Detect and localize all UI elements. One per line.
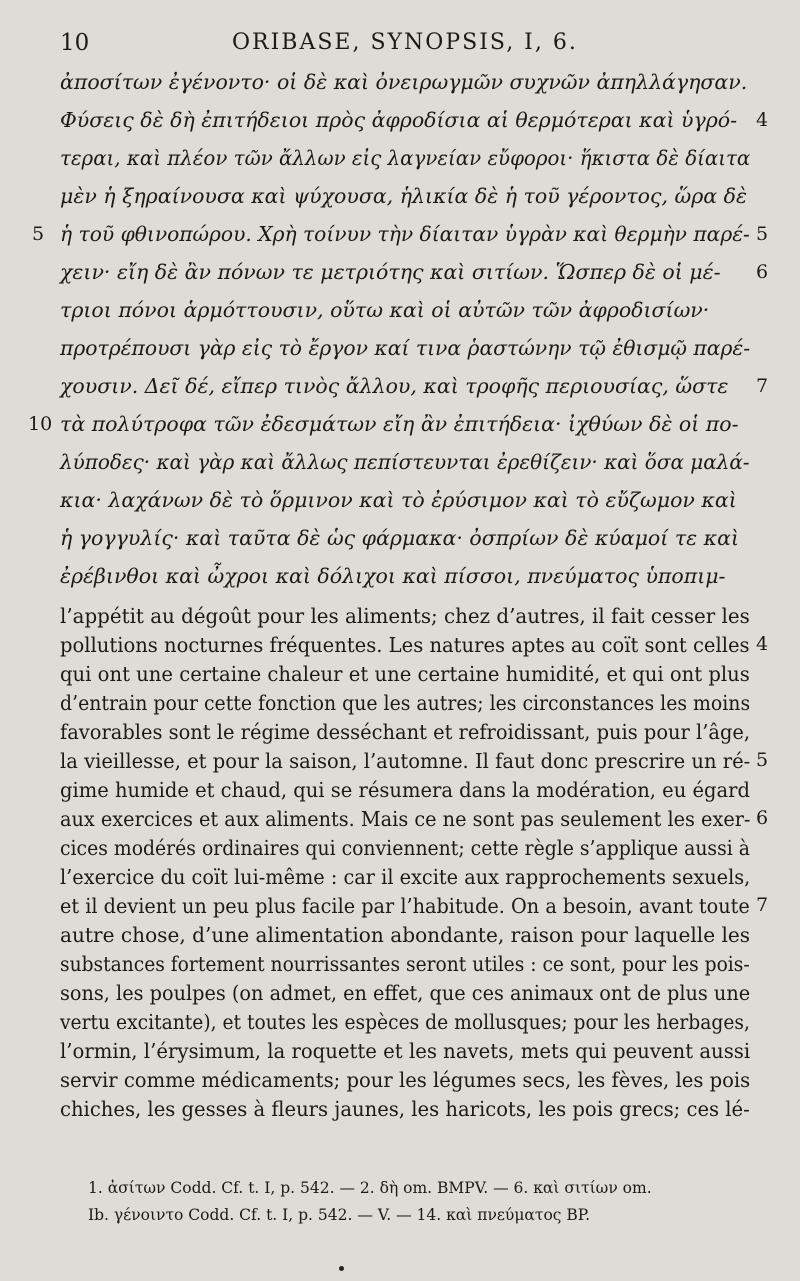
footnote-line: Ib. γένοιντο Codd. Cf. t. I, p. 542. — V. — 14. καὶ πνεύματος BP. (88, 1206, 590, 1224)
greek-line: χουσιν. Δεῖ δέ, εἴπερ τινὸς ἄλλου, καὶ τροφῆς περιουσίας, ὥστε (60, 374, 729, 398)
french-line: servir comme médicaments; pour les légumes secs, les fèves, les pois (60, 1068, 751, 1092)
paragraph-number-right: 4 (756, 633, 769, 655)
french-line: la vieillesse, et pour la saison, l’automne. Il faut donc prescrire un ré- (60, 749, 751, 773)
french-line: substances fortement nourrissantes seront utiles : ce sont, pour les pois- (60, 952, 750, 976)
paragraph-number-right: 6 (756, 261, 769, 283)
footnote-line: 1. ἀσίτων Codd. Cf. t. I, p. 542. — 2. δὴ om. BMPV. — 6. καὶ σιτίων om. (88, 1179, 652, 1197)
french-line: l’appétit au dégoût pour les aliments; chez d’autres, il fait cesser les (60, 604, 750, 628)
greek-line: προτρέπουσι γὰρ εἰς τὸ ἔργον καί τινα ῥαστώνην τῷ ἐθισμῷ παρέ- (60, 336, 751, 360)
french-line: qui ont une certaine chaleur et une certaine humidité, et qui ont plus (60, 662, 750, 686)
line-number-left: 5 (32, 223, 45, 245)
french-line: vertu excitante), et toutes les espèces de mollusques; pour les herbages, (60, 1010, 750, 1034)
greek-line: Φύσεις δὲ δὴ ἐπιτήδειοι πρὸς ἀφροδίσια αἱ θερμότεραι καὶ ὑγρό- (60, 108, 738, 132)
french-line: d’entrain pour cette fonction que les autres; les circonstances les moins (60, 691, 751, 715)
french-line: gime humide et chaud, qui se résumera dans la modération, eu égard (60, 778, 750, 802)
french-line: chiches, les gesses à fleurs jaunes, les haricots, les pois grecs; ces lé- (60, 1097, 750, 1121)
page-header (0, 30, 800, 60)
french-line: autre chose, d’une alimentation abondante, raison pour laquelle les (60, 923, 751, 947)
page-number: 10 (60, 30, 90, 56)
line-number-left: 10 (28, 413, 53, 435)
french-line: sons, les poulpes (on admet, en effet, que ces animaux ont de plus une (60, 981, 751, 1005)
greek-line: μὲν ἡ ξηραίνουσα καὶ ψύχουσα, ἡλικία δὲ ἡ τοῦ γέροντος, ὥρα δὲ (60, 184, 747, 208)
french-line: favorables sont le régime desséchant et refroidissant, puis pour l’âge, (60, 720, 751, 744)
paragraph-number-right: 7 (756, 894, 769, 916)
paragraph-number-right: 6 (756, 807, 769, 829)
paragraph-number-right: 5 (756, 223, 769, 245)
greek-line: ἡ τοῦ φθινοπώρου. Χρὴ τοίνυν τὴν δίαιταν ὑγρὰν καὶ θερμὴν παρέ- (60, 222, 750, 246)
greek-line: χειν· εἴη δὲ ἂν πόνων τε μετριότης καὶ σιτίων. Ὥσπερ δὲ οἱ μέ- (60, 260, 721, 284)
french-line: cices modérés ordinaires qui conviennent; cette règle s’applique aussi à (60, 836, 750, 860)
french-line: aux exercices et aux aliments. Mais ce ne sont pas seulement les exer- (60, 807, 751, 831)
greek-line: ἐρέβινθοι καὶ ὦχροι καὶ δόλιχοι καὶ πίσσοι, πνεύματος ὑποπιμ- (60, 564, 726, 588)
greek-line: κια· λαχάνων δὲ τὸ ὅρμινον καὶ τὸ ἐρύσιμον καὶ τὸ εὔζωμον καὶ (60, 488, 737, 512)
french-line: et il devient un peu plus facile par l’habitude. On a besoin, avant toute (60, 894, 750, 918)
greek-line: λύποδες· καὶ γὰρ καὶ ἄλλως πεπίστευνται ἐρεθίζειν· καὶ ὅσα μαλά- (60, 450, 750, 474)
greek-line: τὰ πολύτροφα τῶν ἐδεσμάτων εἴη ἂν ἐπιτήδεια· ἰχθύων δὲ οἱ πο- (60, 412, 739, 436)
running-title: ORIBASE, SYNOPSIS, I, 6. (232, 30, 578, 55)
greek-line: τεραι, καὶ πλέον τῶν ἄλλων εἰς λαγνείαν εὔφοροι· ἥκιστα δὲ δίαιτα (60, 146, 751, 170)
greek-line: ἀποσίτων ἐγένοντο· οἱ δὲ καὶ ὀνειρωγμῶν συχνῶν ἀπηλλάγησαν. (60, 70, 748, 94)
paragraph-number-right: 5 (756, 749, 769, 771)
french-line: l’exercice du coït lui-même : car il excite aux rapprochements sexuels, (60, 865, 751, 889)
paragraph-number-right: 4 (756, 109, 769, 131)
ornament-dot (339, 1266, 344, 1271)
paragraph-number-right: 7 (756, 375, 769, 397)
greek-line: τριοι πόνοι ἁρμόττουσιν, οὕτω καὶ οἱ αὐτῶν τῶν ἀφροδισίων· (60, 298, 710, 322)
french-line: pollutions nocturnes fréquentes. Les natures aptes au coït sont celles (60, 633, 750, 657)
greek-line: ἡ γογγυλίς· καὶ ταῦτα δὲ ὡς φάρμακα· ὀσπρίων δὲ κύαμοί τε καὶ (60, 526, 740, 550)
french-line: l’ormin, l’érysimum, la roquette et les navets, mets qui peuvent aussi (60, 1039, 751, 1063)
